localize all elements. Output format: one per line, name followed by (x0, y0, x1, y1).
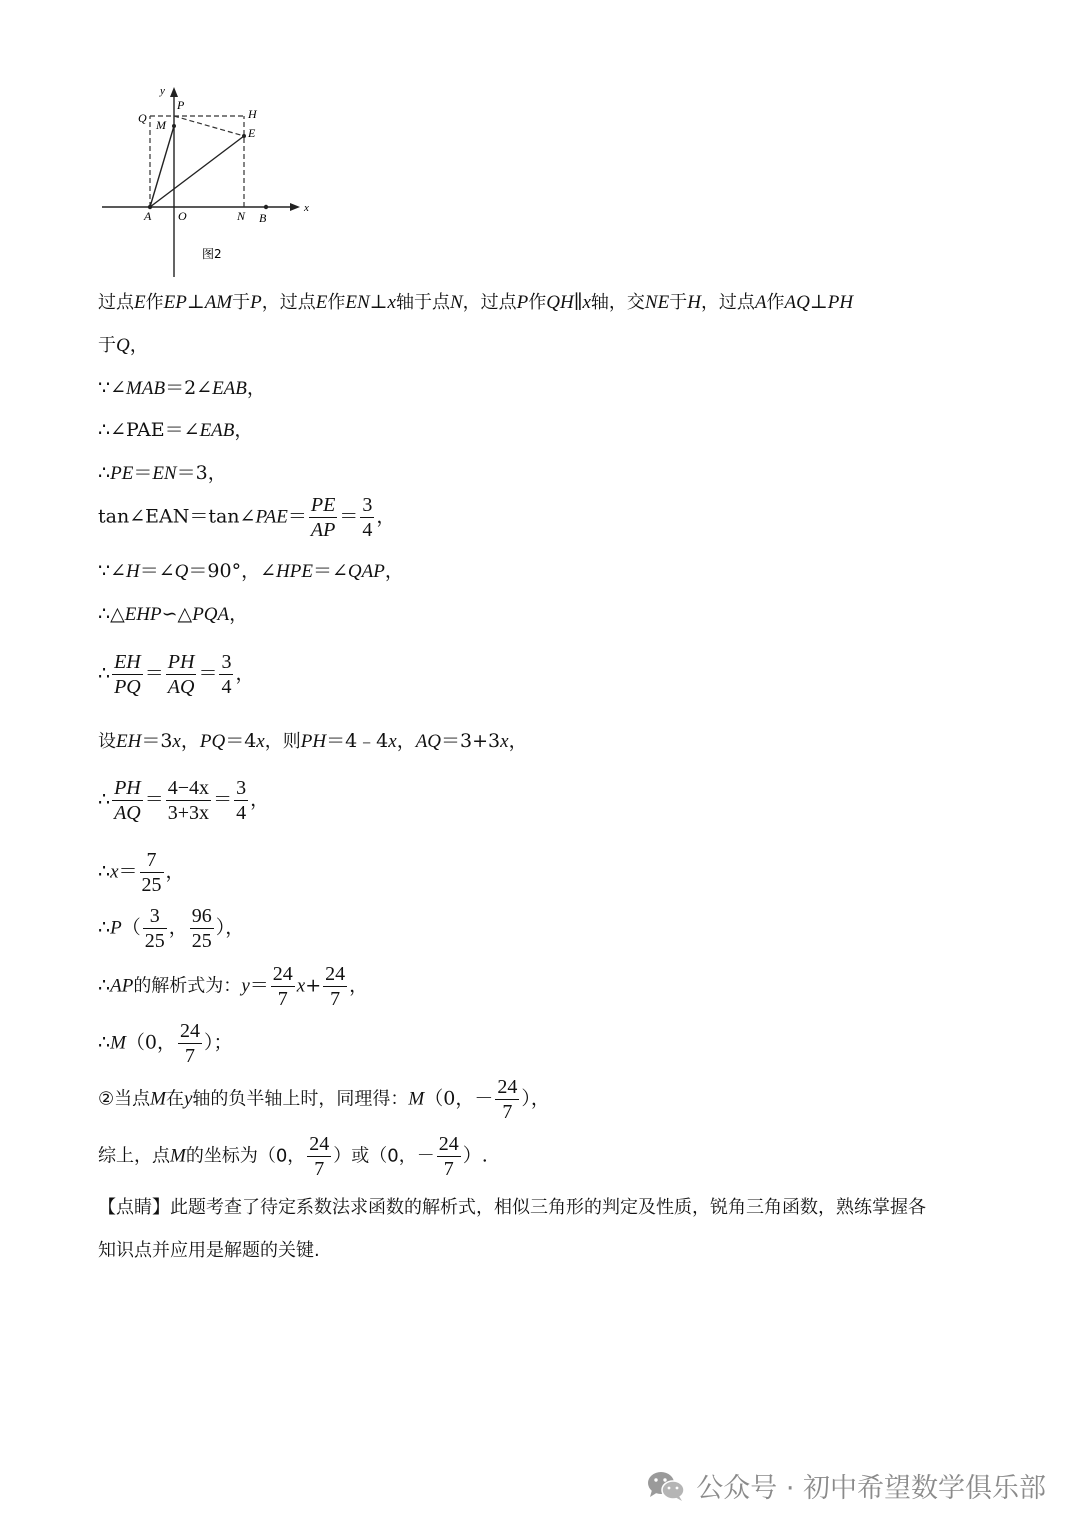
line-AM (150, 126, 174, 207)
fraction: $\frac{96}{25}$ (191, 905, 212, 952)
label-A: A (144, 209, 152, 223)
point-M-dot (172, 124, 176, 128)
solution-line-1: 过点E作EP⊥AM于P，过点E作EN⊥x轴于点N，过点P作QH∥x轴，交NE于H，过点A作AQ⊥PH (98, 291, 854, 313)
point-E-dot (242, 134, 246, 138)
fraction: $\frac{PH}{AQ}$ (114, 777, 141, 824)
label-M: M (156, 118, 166, 132)
comment-line-2: 知识点并应用是解题的关键. (98, 1240, 320, 1261)
solution-line-13: ∴P（ $\frac{3}{25}$ ， $\frac{96}{25}$ ）， (98, 905, 245, 952)
watermark (646, 1466, 1046, 1505)
label-y: y (160, 85, 165, 97)
label-O: O (178, 209, 187, 223)
y-axis-arrow (170, 87, 178, 97)
solution-line-9: ∴ $\frac{EH}{PQ}$ ＝ $\frac{PH}{AQ}$ ＝ $\frac{3}{4}$ ， (98, 651, 255, 698)
fraction: $\frac{24}{7}$ (180, 1020, 201, 1067)
fraction: $\frac{PE}{AP}$ (310, 494, 336, 541)
solution-line-15: ∴M（0， $\frac{24}{7}$ ）； (98, 1020, 233, 1067)
fraction: $\frac{3}{4}$ (221, 651, 232, 698)
fraction: $\frac{3}{4}$ (362, 494, 373, 541)
solution-line-3: ∵∠MAB＝2∠EAB， (98, 377, 266, 399)
label-B: B (259, 211, 267, 225)
x-axis-arrow (290, 203, 300, 211)
solution-line-2: 于Q， (98, 334, 149, 356)
solution-line-6: tan∠EAN＝tan∠PAE＝ $\frac{PE}{AP}$ ＝ $\frac{3}{4}$ ， (98, 494, 396, 541)
solution-line-7: ∵∠H＝∠Q＝90°，∠HPE＝∠QAP， (98, 560, 404, 582)
comment-line-1: 【点睛】此题考查了待定系数法求函数的解析式，相似三角形的判定及性质，锐角三角函数，熟练掌握各 (98, 1197, 926, 1218)
fraction: $\frac{24}{7}$ (272, 963, 293, 1010)
label-H: H (248, 107, 257, 121)
watermark-text: 公众号 · 初中希望数学俱乐部 (696, 1473, 1046, 1504)
solution-line-10: 设EH＝3x，PQ＝4x，则PH＝4﹣4x，AQ＝3+3x， (98, 730, 528, 752)
label-P: P (177, 98, 185, 112)
solution-line-14: ∴AP的解析式为：y＝ $\frac{24}{7}$ x+ $\frac{24}{7}$ ， (98, 963, 369, 1010)
solution-line-8: ∴△EHP∽△PQA， (98, 603, 249, 625)
line-PE (174, 116, 244, 136)
fraction: $\frac{24}{7}$ (325, 963, 346, 1010)
solution-line-17: 综上，点M的坐标为（0， $\frac{24}{7}$ ）或（0，－ $\frac{24}{7}$ ）. (98, 1133, 488, 1180)
wechat-icon (646, 1469, 686, 1503)
fraction: $\frac{4-4x}{3+3x}$ (167, 777, 210, 824)
fraction: $\frac{24}{7}$ (438, 1133, 459, 1180)
fraction: $\frac{PH}{AQ}$ (167, 651, 195, 698)
solution-line-4: ∴∠PAE＝∠EAB， (98, 419, 254, 441)
point-B-dot (264, 205, 268, 209)
label-x: x (304, 202, 309, 214)
fraction: $\frac{3}{25}$ (144, 905, 165, 952)
fraction: $\frac{EH}{PQ}$ (114, 651, 141, 698)
solution-line-12: ∴x＝ $\frac{7}{25}$ ， (98, 849, 185, 896)
figure-caption: 图2 (202, 247, 222, 261)
label-E: E (248, 126, 256, 140)
solution-line-5: ∴PE＝EN＝3， (98, 462, 227, 484)
geometry-figure (98, 82, 338, 282)
fraction: $\frac{24}{7}$ (497, 1076, 518, 1123)
solution-line-11: ∴ $\frac{PH}{AQ}$ ＝ $\frac{4-4x}{3+3x}$ ＝ $\frac{3}{4}$ ， (98, 777, 270, 824)
solution-line-16: ②当点M在y轴的负半轴上时，同理得：M（0，－ $\frac{24}{7}$ ）， (98, 1076, 550, 1123)
fraction: $\frac{7}{25}$ (141, 849, 162, 896)
label-Q: Q (138, 111, 147, 125)
fraction: $\frac{3}{4}$ (236, 777, 247, 824)
label-N: N (237, 209, 246, 223)
fraction: $\frac{24}{7}$ (309, 1133, 330, 1180)
line-AE (150, 136, 244, 207)
